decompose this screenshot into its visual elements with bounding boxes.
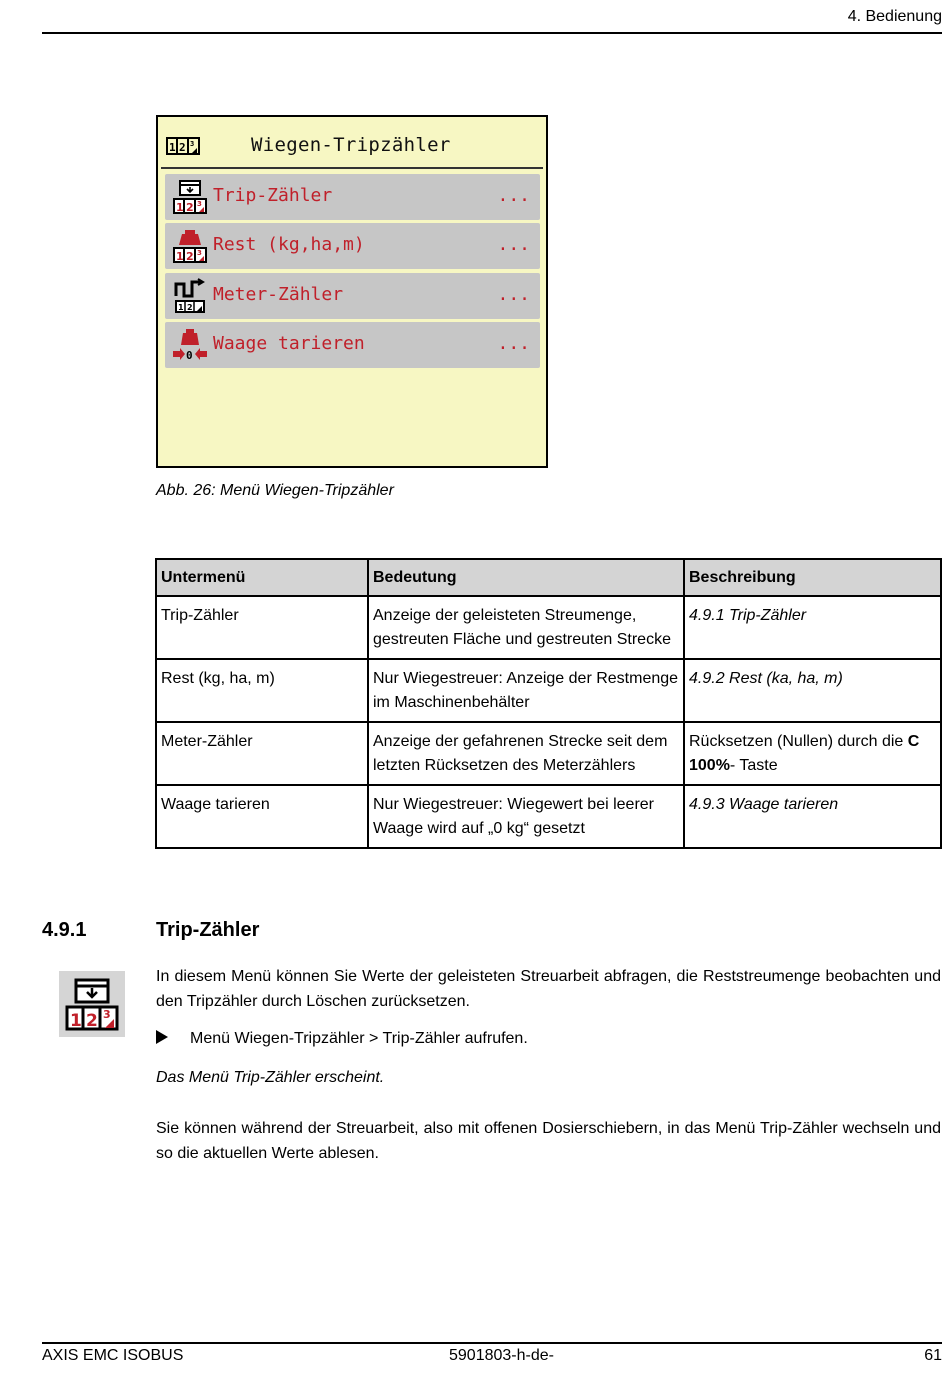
screen-title: Wiegen-Tripzähler xyxy=(251,134,451,156)
svg-text:0: 0 xyxy=(186,349,193,362)
svg-text:1: 1 xyxy=(70,1011,82,1031)
cell-meaning: Anzeige der gefahrenen Strecke seit dem letzten Rücksetzen des Meterzählers xyxy=(368,722,684,785)
menu-item-tare-scale[interactable] xyxy=(165,322,540,368)
svg-text:3: 3 xyxy=(190,140,195,148)
figure-caption: Abb. 26: Menü Wiegen-Tripzähler xyxy=(156,482,394,499)
cell-reference-link[interactable]: 4.9.2 Rest (ka, ha, m) xyxy=(684,659,941,722)
menu-item-dots: ... xyxy=(497,333,530,354)
counter-title-icon xyxy=(166,137,200,155)
svg-text:1: 1 xyxy=(176,201,184,214)
table-row xyxy=(156,596,941,659)
meter-counter-icon xyxy=(172,278,208,314)
chapter-header: 4. Bedienung xyxy=(847,8,942,25)
svg-text:1: 1 xyxy=(169,141,176,154)
column-header: Untermenü xyxy=(156,559,368,596)
menu-item-dots: ... xyxy=(497,284,530,305)
menu-item-label: Waage tarieren xyxy=(213,333,365,354)
title-separator xyxy=(161,167,543,169)
cell-meaning: Nur Wiegestreuer: Wiegewert bei leerer Waage wird auf „0 kg“ gesetzt xyxy=(368,785,684,848)
menu-item-label: Rest (kg,ha,m) xyxy=(213,234,365,255)
table-row xyxy=(156,659,941,722)
table-row xyxy=(156,785,941,848)
cell-submenu: Rest (kg, ha, m) xyxy=(156,659,368,722)
cell-reference-link[interactable]: 4.9.1 Trip-Zähler xyxy=(684,596,941,659)
page-number: 61 xyxy=(924,1347,942,1364)
cell-submenu: Waage tarieren xyxy=(156,785,368,848)
trip-counter-icon xyxy=(172,179,208,215)
menu-item-rest[interactable] xyxy=(165,223,540,269)
svg-text:2: 2 xyxy=(187,303,193,312)
svg-text:2: 2 xyxy=(179,141,186,154)
rest-weight-icon xyxy=(172,228,208,264)
table-header-row xyxy=(156,559,941,596)
footer-product: AXIS EMC ISOBUS xyxy=(42,1347,184,1364)
desc-text: - Taste xyxy=(729,757,778,774)
menu-item-meter-counter[interactable] xyxy=(165,273,540,319)
cell-reference-link[interactable]: 4.9.3 Waage tarieren xyxy=(684,785,941,848)
svg-text:1: 1 xyxy=(178,303,184,312)
instruction-step xyxy=(156,1030,528,1048)
svg-text:3: 3 xyxy=(197,200,202,208)
footer-rule xyxy=(42,1342,942,1344)
svg-text:2: 2 xyxy=(186,250,194,263)
svg-text:3: 3 xyxy=(197,249,202,257)
table-row xyxy=(156,722,941,785)
header-rule xyxy=(42,32,942,34)
desc-key: C 100% xyxy=(689,733,920,774)
cell-description xyxy=(684,722,941,785)
submenu-table xyxy=(155,558,942,849)
footer-doc-number: 5901803-h-de- xyxy=(449,1347,554,1364)
svg-text:3: 3 xyxy=(103,1008,111,1021)
svg-text:2: 2 xyxy=(86,1011,98,1031)
tare-scale-icon xyxy=(172,327,208,363)
step-text: Menü Wiegen-Tripzähler > Trip-Zähler aufrufen. xyxy=(190,1030,528,1047)
menu-item-dots: ... xyxy=(497,185,530,206)
cell-meaning: Nur Wiegestreuer: Anzeige der Restmenge im Maschinenbehälter xyxy=(368,659,684,722)
menu-item-dots: ... xyxy=(497,234,530,255)
svg-text:1: 1 xyxy=(176,250,184,263)
cell-meaning: Anzeige der geleisteten Streumenge, gestreuten Fläche und gestreuten Strecke xyxy=(368,596,684,659)
result-text: Das Menü Trip-Zähler erscheint. xyxy=(156,1069,385,1086)
section-title: Trip-Zähler xyxy=(156,919,260,941)
intro-paragraph: In diesem Menü können Sie Werte der geleisteten Streuarbeit abfragen, die Reststreumenge beobachten und den Tripzähler durch Löschen zurücksetzen. xyxy=(156,968,941,1010)
column-header: Bedeutung xyxy=(368,559,684,596)
step-arrow-icon xyxy=(156,1030,168,1044)
desc-text: Rücksetzen (Nullen) durch die xyxy=(689,733,908,750)
terminal-screen xyxy=(156,115,548,468)
svg-text:2: 2 xyxy=(186,201,194,214)
cell-submenu: Trip-Zähler xyxy=(156,596,368,659)
section-number: 4.9.1 xyxy=(42,919,87,941)
cell-submenu: Meter-Zähler xyxy=(156,722,368,785)
trip-counter-icon xyxy=(59,971,125,1037)
column-header: Beschreibung xyxy=(684,559,941,596)
note-paragraph: Sie können während der Streuarbeit, also mit offenen Dosierschiebern, in das Menü Trip-Zähler wechseln und so die aktuellen Werte ablesen. xyxy=(156,1120,941,1162)
menu-item-label: Meter-Zähler xyxy=(213,284,344,305)
menu-item-trip-counter[interactable] xyxy=(165,174,540,220)
menu-item-label: Trip-Zähler xyxy=(213,185,333,206)
